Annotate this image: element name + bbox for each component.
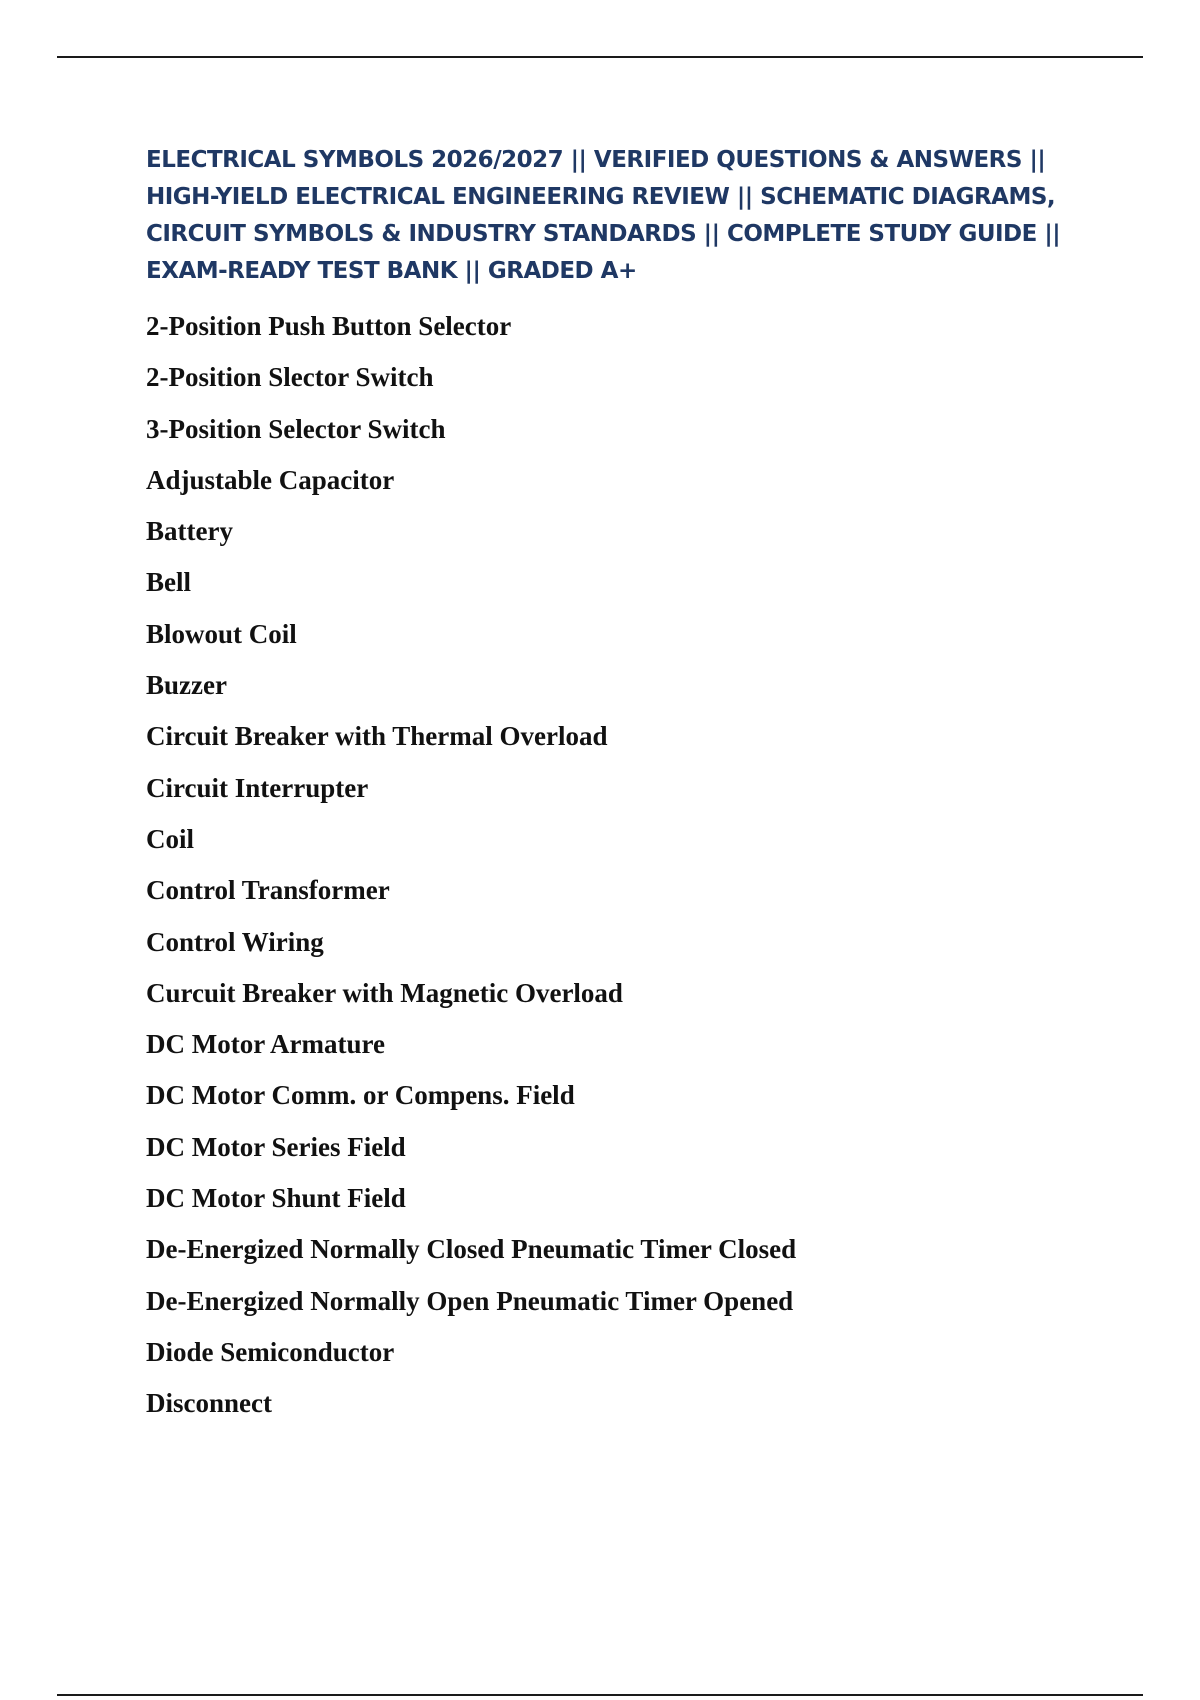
top-rule	[57, 56, 1143, 58]
list-item: De-Energized Normally Closed Pneumatic Timer Closed	[146, 1234, 797, 1265]
document-title: ELECTRICAL SYMBOLS 2026/2027 || VERIFIED QUESTIONS & ANSWERS || HIGH-YIELD ELECTRICAL ENGINEERING REVIEW || SCHEMATIC DIAGRAMS, CIRCUIT SYMBOLS & INDUSTRY STANDARDS || COMPLETE STUDY GUIDE || EXAM-READY TEST BANK || GRADED A+	[146, 147, 1061, 284]
list-item: DC Motor Armature	[146, 1029, 385, 1060]
list-item: DC Motor Shunt Field	[146, 1183, 406, 1214]
list-item: Adjustable Capacitor	[146, 464, 395, 495]
list-item: Blowout Coil	[146, 618, 297, 649]
list-item: Circuit Breaker with Thermal Overload	[146, 721, 608, 752]
list-item: DC Motor Comm. or Compens. Field	[146, 1080, 575, 1111]
list-item: 2-Position Slector Switch	[146, 362, 434, 393]
list-item: Buzzer	[146, 670, 227, 701]
list-item: Disconnect	[146, 1388, 272, 1419]
bottom-rule	[57, 1694, 1143, 1696]
list-item: Circuit Interrupter	[146, 772, 369, 803]
list-item: Bell	[146, 567, 191, 598]
list-item: Control Transformer	[146, 875, 390, 906]
list-item: Battery	[146, 516, 233, 547]
term-list	[146, 307, 796, 1436]
list-item: Coil	[146, 823, 195, 854]
list-item: De-Energized Normally Open Pneumatic Timer Opened	[146, 1285, 794, 1316]
list-item: Diode Semiconductor	[146, 1336, 395, 1367]
list-item: DC Motor Series Field	[146, 1131, 406, 1162]
list-item: 3-Position Selector Switch	[146, 413, 446, 444]
list-item: 2-Position Push Button Selector	[146, 311, 512, 341]
list-item: Curcuit Breaker with Magnetic Overload	[146, 977, 623, 1008]
list-item: Control Wiring	[146, 926, 324, 957]
